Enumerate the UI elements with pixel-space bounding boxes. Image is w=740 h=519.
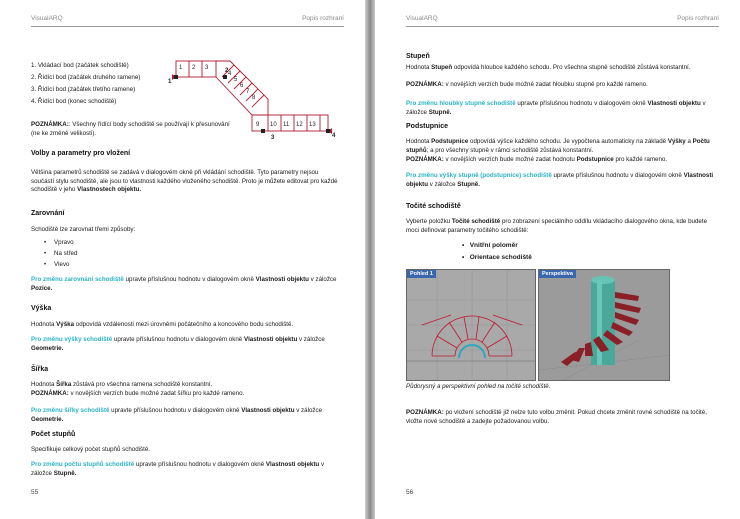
step-label: 2 xyxy=(192,65,196,71)
page-header xyxy=(406,15,719,27)
page-number: 56 xyxy=(406,489,414,496)
sirka-link[interactable]: Pro změnu šířky schodiště xyxy=(31,407,110,414)
paragraph-podstupnice: Hodnota Podstupnice odpovídá výšce každého schodu. Je vypočtena automaticky na základě Výšky a Počtu stupňů; a pro všechny stupně v rámci schodiště zůstává konstantní. xyxy=(406,138,710,154)
step-label: 7 xyxy=(246,89,250,95)
volby-text: Většina parametrů schodiště se zadává v dialogovém okně při vkládání schodiště. Tyto parametry nejsou součástí stylu schodiště, ale jsou to vlastnosti každého vloženého schodiště. Proto je můžete editovat pro každé schodiště v jeho xyxy=(31,169,338,194)
perspective-viewport xyxy=(538,269,670,381)
control-point-1 xyxy=(174,75,178,79)
podstupnice-link[interactable]: Pro změnu výšky stupně (podstupnice) schodiště xyxy=(406,172,552,179)
step-label: 9 xyxy=(256,122,260,128)
note-text: : Všechny řídící body schodiště se používají k přesunování (ne ke změně velikosti). xyxy=(31,121,230,137)
point-number: 3 xyxy=(271,135,275,141)
paragraph-vyska-link: Pro změnu výšky schodiště upravte příslušnou hodnotu v dialogovém okně Vlastnosti objektu v záložce Geometrie. xyxy=(31,336,325,352)
note-points xyxy=(31,121,231,138)
figure-caption: Půdorysný a perspektivní pohled na točité schodiště. xyxy=(406,383,551,390)
paragraph-tocite: Vyberte položku Točité schodiště pro zobrazení speciálního oddílu vkládacího dialogového okna, kde budete moci definovat parametry točitého schodiště: xyxy=(406,218,708,234)
zarovnani-link[interactable]: Pro změnu zarovnání schodiště xyxy=(31,276,124,283)
step-label: 11 xyxy=(283,122,290,128)
viewport-tag: Pohled 1 xyxy=(407,270,436,278)
paragraph-podstupnice-link: Pro změnu výšky stupně (podstupnice) schodiště upravte příslušnou hodnotu v dialogovém okně Vlastnosti objektu v záložce Stupně. xyxy=(406,172,714,188)
control-point-4 xyxy=(326,129,330,133)
paragraph-vyska: Hodnota Výška odpovídá vzdálenosti mezi úrovněmi počátečního a koncového bodu schodiště. xyxy=(31,321,294,328)
note-final: POZNÁMKA: po vložení schodiště již nelze tuto volbu změnit. Pokud chcete změnit rovné schodiště na točité, vložte nové schodiště a zadejte požadovanou volbu. xyxy=(406,409,707,425)
note-sirka: POZNÁMKA: v novějších verzích bude možné zadat šířku pro každé rameno. xyxy=(31,390,245,397)
control-point-3 xyxy=(261,129,265,133)
paragraph-zarovnani: Schodiště lze zarovnat třemi způsoby: xyxy=(31,226,136,233)
heading-sirka: Šířka xyxy=(31,366,49,373)
heading-tocite: Točité schodiště xyxy=(406,203,461,210)
point-item: 3. Řídící bod (začátek třetího ramene) xyxy=(31,86,136,93)
paragraph-volby xyxy=(31,169,343,195)
header-section: Popis rozhraní xyxy=(302,15,344,22)
list-item: • Vlevo xyxy=(44,261,70,268)
step-label: 1 xyxy=(179,65,183,71)
pocet-link[interactable]: Pro změnu počtu stupňů schodiště xyxy=(31,461,135,468)
point-number: 4 xyxy=(332,133,336,139)
point-item: 1. Vkládací bod (začátek schodiště) xyxy=(31,62,129,69)
paragraph-stupen: Hodnota Stupeň odpovídá hloubce každého schodu. Pro všechna stupně schodiště zůstává konstantní. xyxy=(406,64,691,71)
list-item: • Vnitřní poloměr xyxy=(462,242,518,249)
note-label: POZNÁMKA: xyxy=(31,121,69,128)
volby-bold: Vlastnostech objektu. xyxy=(77,186,142,194)
header-section: Popis rozhraní xyxy=(677,15,719,22)
book-spine xyxy=(365,0,375,519)
step-label: 13 xyxy=(309,122,316,128)
heading-stupen: Stupeň xyxy=(406,53,430,60)
step-label: 3 xyxy=(205,65,209,71)
point-number: 2 xyxy=(225,68,229,74)
paragraph-pocet: Specifikuje celkový počet stupňů schodiště. xyxy=(31,446,151,453)
heading-zarovnani: Zarovnání xyxy=(31,210,65,217)
paragraph-pocet-link: Pro změnu počtu stupňů schodiště upravte příslušnou hodnotu v dialogovém okně Vlastnosti objektu v záložce Stupně. xyxy=(31,461,325,477)
heading-podstupnice: Podstupnice xyxy=(406,123,449,130)
plan-viewport xyxy=(406,269,536,381)
header-app-name: VisualARQ xyxy=(406,15,438,22)
step-label: 12 xyxy=(296,122,303,128)
vyska-link[interactable]: Pro změnu výšky schodiště xyxy=(31,336,113,343)
point-number: 1 xyxy=(168,79,172,85)
note-podstupnice: POZNÁMKA: v novějších verzích bude možné zadat hodnotu Podstupnice pro každé rameno. xyxy=(406,156,668,163)
heading-pocet: Počet stupňů xyxy=(31,431,76,438)
stupen-link[interactable]: Pro změnu hloubky stupně schodiště xyxy=(406,100,516,107)
spiral-perspective-drawing xyxy=(539,270,670,381)
header-app-name: VisualARQ xyxy=(31,15,63,22)
list-item: • Orientace schodiště xyxy=(462,254,532,261)
step-label: 4 xyxy=(228,71,232,77)
step-label: 10 xyxy=(270,122,277,128)
spiral-plan-drawing xyxy=(407,270,536,381)
left-page xyxy=(0,0,365,519)
note-stupen: POZNÁMKA: v novějších verzích bude možné zadat hloubku stupně pro každé rameno. xyxy=(406,81,648,88)
step-label: 5 xyxy=(234,77,238,83)
points-list xyxy=(31,62,181,110)
heading-volby: Volby a parametry pro vložení xyxy=(31,150,131,157)
viewport-tag: Perspektiva xyxy=(539,270,576,278)
paragraph-sirka: Hodnota Šířka zůstává pro všechna ramena schodiště konstantní. xyxy=(31,381,213,388)
paragraph-zarovnani-link: Pro změnu zarovnání schodiště upravte příslušnou hodnotu v dialogovém okně Vlastnosti objektu v záložce Pozice. xyxy=(31,276,337,292)
paragraph-stupen-link: Pro změnu hloubky stupně schodiště upravte příslušnou hodnotu v dialogovém okně Vlastnosti objektu v záložce Stupně. xyxy=(406,100,706,116)
heading-vyska: Výška xyxy=(31,305,52,312)
right-page xyxy=(375,0,740,519)
control-point-2 xyxy=(223,75,227,79)
list-item: • Vpravo xyxy=(44,239,74,246)
paragraph-sirka-link: Pro změnu šířky schodiště upravte příslušnou hodnotu v dialogovém okně Vlastnosti objektu v záložce Geometrie. xyxy=(31,407,323,423)
page-header xyxy=(31,15,344,27)
point-item: 2. Řídící bod (začátek druhého ramene) xyxy=(31,74,141,81)
step-label: 8 xyxy=(252,95,256,101)
step-label: 6 xyxy=(240,83,244,89)
point-item: 4. Řídící bod (konec schodiště) xyxy=(31,98,117,105)
page-number: 55 xyxy=(31,489,39,496)
list-item: • Na střed xyxy=(44,250,78,257)
